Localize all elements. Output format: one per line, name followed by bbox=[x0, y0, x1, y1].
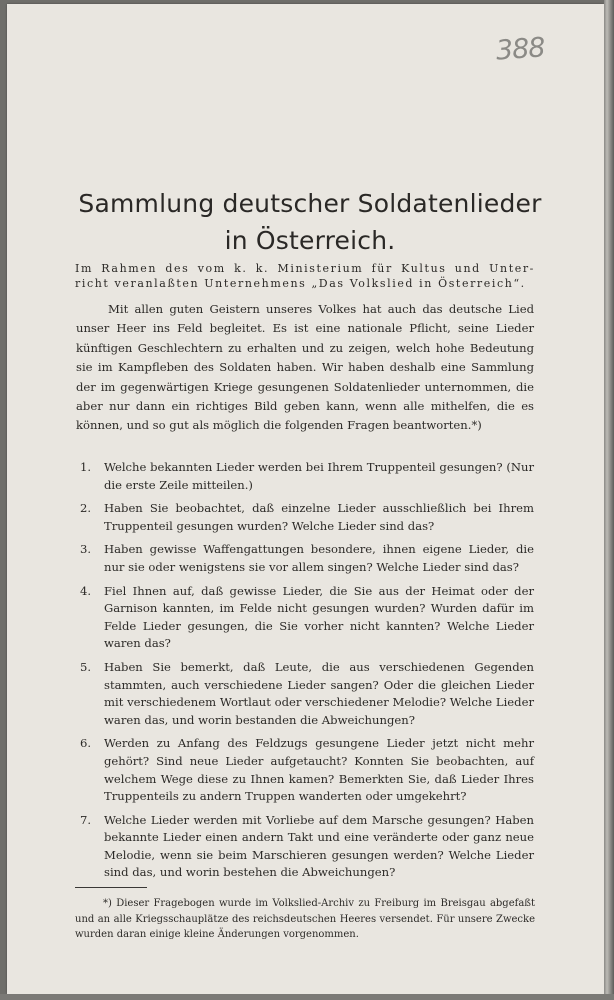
list-item bbox=[76, 500, 534, 535]
question-number: 5. bbox=[80, 659, 92, 674]
list-item bbox=[76, 735, 534, 805]
question-number: 6. bbox=[80, 736, 92, 751]
question-text: Welche Lieder werden mit Vorliebe auf dem Marsche gesungen? Haben bekannte Lieder einen andern Takt und eine veränderte oder ganz neue Melodie, wenn sie beim Marschieren gesungen werden? Welche Lieder sind das, und worin bestehen die Abweichungen? bbox=[104, 812, 534, 880]
question-number: 2. bbox=[80, 501, 92, 516]
document-title-line2: in Österreich. bbox=[224, 226, 396, 255]
question-number: 4. bbox=[80, 583, 92, 598]
list-item bbox=[76, 812, 534, 882]
list-item bbox=[76, 541, 534, 576]
question-text: Welche bekannten Lieder werden bei Ihrem Truppenteil gesungen? (Nur die erste Zeile mitteilen.) bbox=[104, 460, 534, 492]
intro-note bbox=[75, 262, 535, 291]
footnote-divider bbox=[75, 887, 147, 888]
question-number: 7. bbox=[80, 812, 92, 827]
document-title: Sammlung deutscher Soldatenlieder bbox=[78, 189, 542, 218]
question-text: Werden zu Anfang des Feldzugs gesungene Lieder jetzt nicht mehr gehört? Sind neue Lieder aufgetaucht? Konnten Sie beobachten, auf welchem Wege diese zu Ihnen kamen? Bemerkten Sie, daß Lieder Ihres Truppenteils zu andern Truppen wanderten oder umgekehrt? bbox=[104, 736, 534, 804]
question-text: Haben gewisse Waffengattungen besondere, ihnen eigene Lieder, die nur sie oder wenigstens sie vor allem singen? Welche Lieder sind das? bbox=[104, 542, 534, 574]
footnote-text: *) Dieser Fragebogen wurde im Volkslied-Archiv zu Freiburg im Breisgau abgefaßt und an alle Kriegsschauplätze des reichsdeutschen Heeres versendet. Für unsere Zwecke wurden daran einige kleine Änderungen vorgenommen. bbox=[75, 898, 535, 940]
question-list bbox=[76, 459, 534, 888]
question-text: Fiel Ihnen auf, daß gewisse Lieder, die Sie aus der Heimat oder der Garnison kannten, im Felde nicht gesungen wurden? Wurden dafür im Felde Lieder gesungen, die Sie vorher nicht kannten? Welche Lieder waren das? bbox=[104, 583, 534, 651]
question-number: 3. bbox=[80, 542, 92, 557]
page-edge-right bbox=[604, 0, 614, 1000]
intro-line-2: richt veranlaßten Unternehmens „Das Volkslied in Österreich“. bbox=[75, 276, 526, 290]
question-number: 1. bbox=[80, 460, 92, 474]
list-item bbox=[76, 583, 534, 653]
question-text: Haben Sie beobachtet, daß einzelne Lieder ausschließlich bei Ihrem Truppenteil gesungen wurden? Welche Lieder sind das? bbox=[104, 501, 534, 533]
handwritten-page-number: 388 bbox=[494, 32, 546, 67]
list-item bbox=[76, 659, 534, 729]
body-text bbox=[76, 300, 534, 436]
footnote bbox=[75, 896, 535, 943]
intro-line-1: Im Rahmen des vom k. k. Ministerium für Kultus und Unter- bbox=[75, 262, 535, 275]
body-paragraph: Mit allen guten Geistern unseres Volkes hat auch das deutsche Lied unser Heer ins Feld begleitet. Es ist eine nationale Pflicht, seine Lieder künftigen Geschlechtern zu erhalten und zu zeigen, welch hohe Bedeutung sie im Kampfleben des Soldaten haben. Wir haben deshalb eine Sammlung der im gegenwärtigen Kriege gesungenen Soldatenlieder unternommen, die aber nur dann ein richtiges Bild geben kann, wenn alle mithelfen, die es können, und so gut als möglich die folgenden Fragen beantworten.*) bbox=[76, 302, 534, 433]
list-item bbox=[76, 459, 534, 494]
page-edge-bottom bbox=[0, 994, 614, 1000]
question-text: Haben Sie bemerkt, daß Leute, die aus verschiedenen Gegenden stammten, auch verschiedene Lieder sangen? Oder die gleichen Lieder mit verschiedenem Wortlaut oder verschiedener Melodie? Welche Lieder waren das, und worin bestanden die Abweichungen? bbox=[104, 659, 534, 727]
